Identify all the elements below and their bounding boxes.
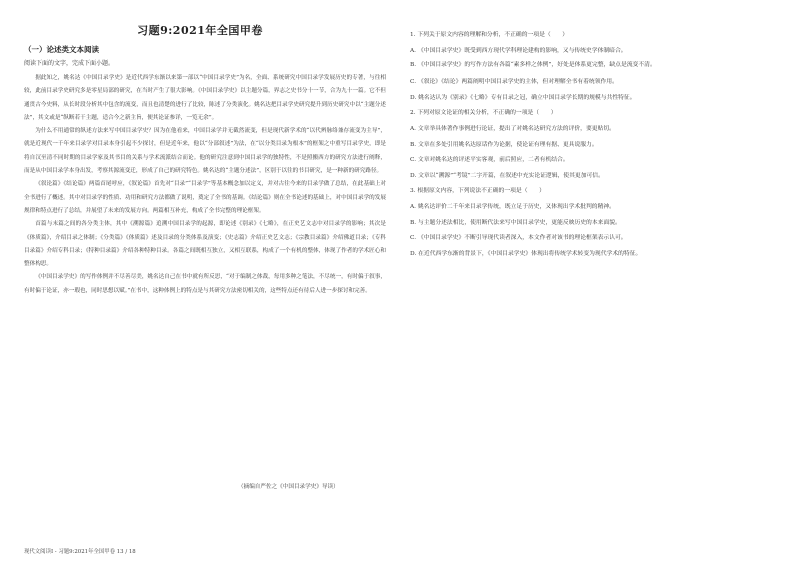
question-1 [410, 28, 770, 106]
question-2 [410, 106, 770, 184]
reading-instruction: 阅读下面的文字，完成下面小题。 [24, 60, 115, 67]
question-stem: 2. 下列对原文论证的相关分析，不正确的一项是（ ） [410, 110, 557, 117]
question-option: C. 文章对姚名达的评述平实客观，前后照应，二者有机结合。 [410, 157, 569, 164]
passage-paragraph: 为什么不用通常的纵述方法来写中国目录学史？因为在他看来，中国目录学并无截然流变，但是现代新学术的“以代辨脉络兼存流变为主导”，就是近现代一千年来目录学对目录本身引起不少探讨，但是近年来，他以“分部叙述”为法，在“以分类目录为根本”的框架之中重写目录学史，即是将自汉至清不同时期的目录学家及其书目的关系与学术流派结合而论。他的研究注意到中国目录学的独特性，不是照搬西方的研究方法进行阐释，而是从中国目录学本身出发，考察其源流变迁，形成了自己的研究特色。姚名达的“主题分述法”，区别于以往的书目研究，是一种新的研究路径。 [24, 128, 386, 175]
page-footer: 现代文阅读Ⅰ - 习题9:2021年全国甲卷 13 / 18 [24, 549, 136, 555]
question-option: C. 《叙论》《结论》两篇阐明中国目录学史的主体，但对理解全书有着统领作用。 [410, 79, 618, 86]
question-option: A. 文章举具体著作事例进行论证，提出了对姚名达研究方法的评价，要更贴切。 [410, 125, 615, 132]
passage-paragraph: 《叙论篇》《结论篇》两篇首尾呼应，《叙论篇》首先对“目录”“目录学”等基本概念加以定义，并对古往今来的目录学做了总结，在此基础上对全书进行了概述。其中对目录学的性质、功用和研究方法都做了说明，奠定了全书的基调。《结论篇》则在全书论述的基础上，对中国目录学的发展规律和特点进行了总结，并展望了未来的发展方向。两篇相互补充，构成了全书完整的理论框架。 [24, 181, 386, 214]
passage-paragraph: 据此知之，姚名达《中国目录学史》是近代西学东渐以来第一部以“中国目录学史”为名，全面、系统研究中国目录学发展历史的专著，与往相较，此前目录学史研究多是零星局部的研究，在当时产生了很大影响。《中国目录学史》以主题分篇，界志之史书分十一节，合为九十一篇。它不但通贯古今史料，从长时段分析其中包含的流变，而且也清楚的进行了比较，陈述了分类演化。姚名达把目录学史研究提升到历史研究中以“主题分述法”，其文或是“纵断若干主题，适合今之新主旨，便其论证参详，一览无余”。 [24, 75, 386, 121]
question-option: A. 《中国目录学史》既受到西方现代学科理论建构的影响，又与传统史学体制暗合。 [410, 47, 627, 54]
question-option: B. 与主题分述法相比，使用断代法来写中国目录学史，更能反映历史的本来面貌。 [410, 219, 621, 226]
section-heading: （一）论述类文本阅读 [24, 45, 99, 54]
passage-paragraph: 首篇与末篇之间的各分类主体，其中《溯源篇》追溯中国目录学的起源，即论述《别录》《七略》，在正史艺文志中对目录学的影响；其次是《体质篇》，介绍目录之体制；《分类篇》《体质篇》述及目录的分类体系及演变；《史志篇》介绍正史艺文志；《宗教目录篇》介绍佛道目录；《专科目录篇》介绍专科目录；《特种目录篇》介绍各种特种目录。各篇之间既相互独立，又相互联系，构成了一个有机的整体，体现了作者的学术匠心和整体构思。 [24, 221, 386, 268]
question-3 [410, 184, 770, 262]
question-option: D. 在近代西学东渐的背景下，《中国目录学史》体现出将传统学术转变为现代学术的特征。 [410, 250, 642, 257]
passage-source: （摘编自严佐之《中国目录学史》导读） [238, 484, 339, 490]
question-option: C. 《中国目录学史》不断引导现代读者深入，本文作者对该书的理论框架表示认可。 [410, 235, 627, 242]
question-option: A. 姚名达评价二千年来目录学传统，既立足于历史，又体现出学术批判的精神。 [410, 203, 615, 210]
question-stem: 1. 下列关于原文内容的理解和分析，不正确的一项是（ ） [410, 32, 569, 38]
question-option: B. 《中国目录学史》的写作方法有各篇“素多样之体例”，好处是体系更完整，缺点是流变不清。 [410, 62, 656, 69]
page-title: 习题9:2021年全国甲卷 [137, 24, 263, 37]
question-option: B. 文章在多处引用姚名达原话作为论据，使论证有理有据、更具说服力。 [410, 141, 598, 148]
question-stem: 3. 根据原文内容，下列说法不正确的一项是（ ） [410, 188, 545, 195]
question-option: D. 姚名达认为《别录》《七略》专有目录之冠，确立中国目录学长期的规模与共性特征。 [410, 94, 636, 101]
question-option: D. 文章以“溯源”“考镜”二字开篇，在叙述中充实论证逻辑，使其更加可信。 [410, 172, 604, 179]
passage-paragraph: 《中国目录学史》的写作体例并不尽善尽美，姚名达自己在书中就有所反思，“对于编制之体裁，每用多种之笔法，不尽统一，有时偏于叙事，有时偏于论证，亦一瑕也，同时思想以赋。”在书中，这种体例上的特点是与其研究方法密切相关的，这些特点还有待后人进一步探讨和完善。 [24, 274, 386, 294]
passage-column [24, 72, 386, 472]
questions-column [410, 28, 770, 262]
